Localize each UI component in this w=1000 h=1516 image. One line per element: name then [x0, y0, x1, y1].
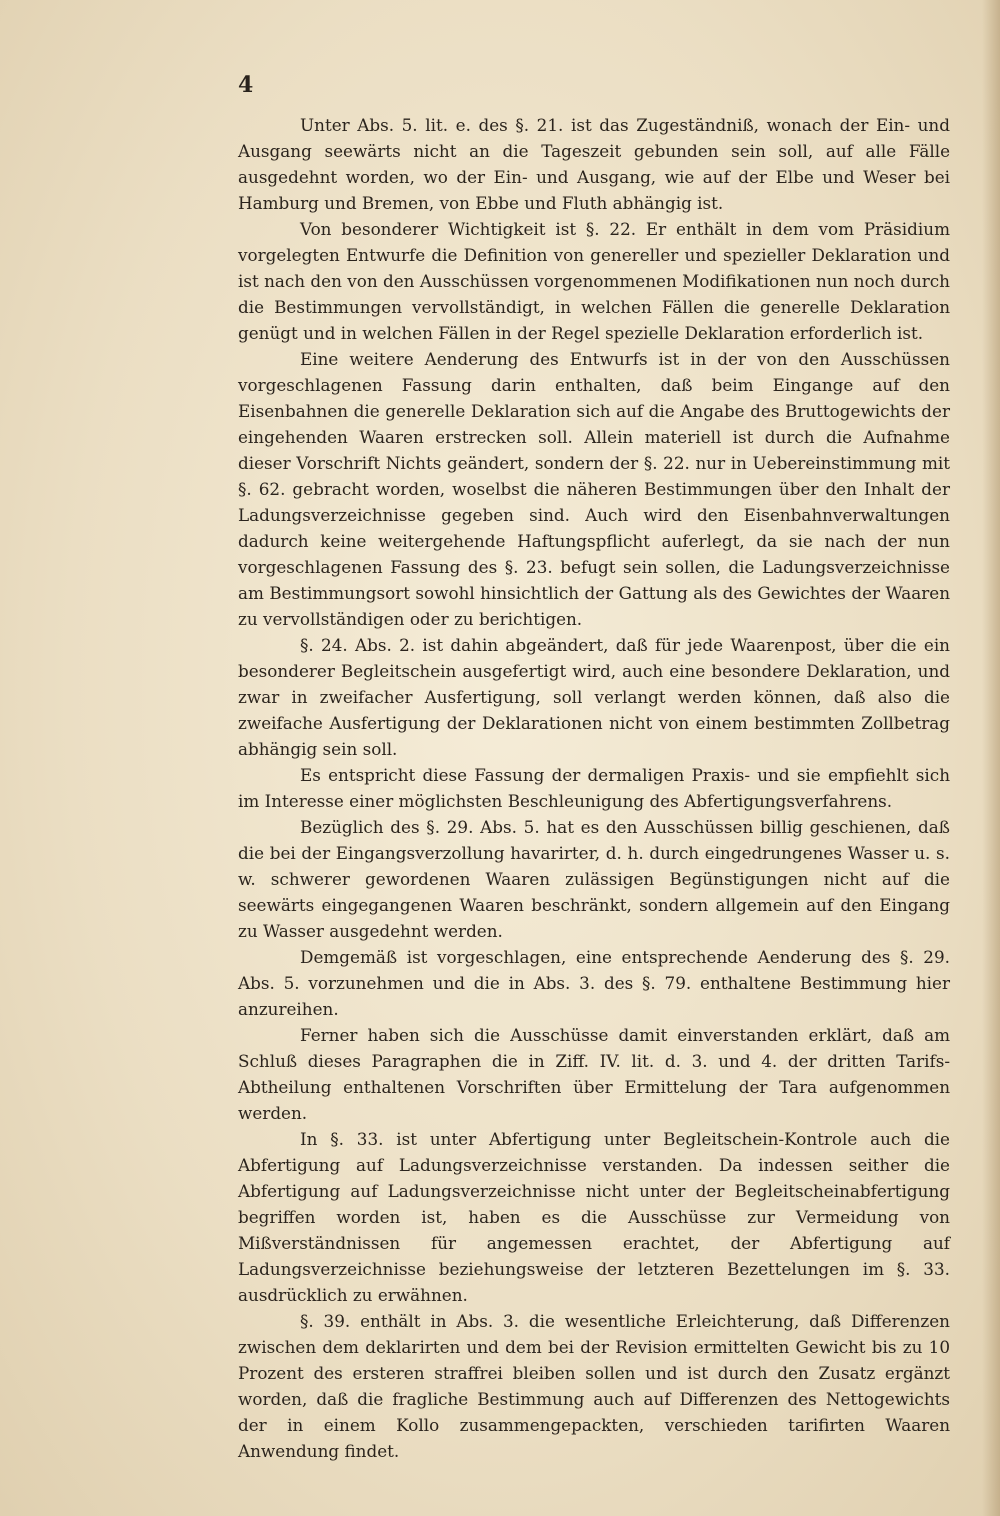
page-number: 4	[238, 72, 254, 98]
paragraph: Ferner haben sich die Ausschüsse damit einverstanden erklärt, daß am Schluß dieses Paragraphen die in Ziff. IV. lit. d. 3. und 4. der dritten Tarifs-Abtheilung enthaltenen Vorschriften über Ermittelung der Tara aufgenommen werden.	[238, 1025, 950, 1123]
paragraph: Eine weitere Aenderung des Entwurfs ist in der von den Ausschüssen vorgeschlagenen Fassung darin enthalten, daß beim Eingange auf den Eisenbahnen die generelle Deklaration sich auf die Angabe des Bruttogewichts der eingehenden Waaren erstrecken soll. Allein materiell ist durch die Aufnahme dieser Vorschrift Nichts geändert, sondern der §. 22. nur in Uebereinstimmung mit §. 62. gebracht worden, woselbst die näheren Bestimmungen über den Inhalt der Ladungsverzeichnisse gegeben sind. Auch wird den Eisenbahnverwaltungen dadurch keine weitergehende Haftungspflicht auferlegt, da sie nach der nun vorgeschlagenen Fassung des §. 23. befugt sein sollen, die Ladungsverzeichnisse am Bestimmungsort sowohl hinsichtlich der Gattung als des Gewichtes der Waaren zu vervollständigen oder zu berichtigen.	[238, 349, 950, 629]
paragraph: §. 39. enthält in Abs. 3. die wesentliche Erleichterung, daß Differenzen zwischen dem deklarirten und dem bei der Revision ermittelten Gewicht bis zu 10 Prozent des ersteren straffrei bleiben sollen und ist durch den Zusatz ergänzt worden, daß die fragliche Bestimmung auch auf Differenzen des Nettogewichts der in einem Kollo zusammengepackten, verschieden tarifirten Waaren Anwendung findet.	[238, 1311, 950, 1461]
page-edge-shadow	[982, 0, 1000, 1516]
paragraph: Es entspricht diese Fassung der dermaligen Praxis- und sie empfiehlt sich im Interesse einer möglichsten Beschleunigung des Abfertigungsverfahrens.	[238, 765, 950, 811]
paragraph: §. 24. Abs. 2. ist dahin abgeändert, daß für jede Waarenpost, über die ein besonderer Begleitschein ausgefertigt wird, auch eine besondere Deklaration, und zwar in zweifacher Ausfertigung, soll verlangt werden können, daß also die zweifache Ausfertigung der Deklarationen nicht von einem bestimmten Zollbetrag abhängig sein soll.	[238, 635, 950, 759]
body-text	[238, 112, 950, 1464]
paragraph: Demgemäß ist vorgeschlagen, eine entsprechende Aenderung des §. 29. Abs. 5. vorzunehmen und die in Abs. 3. des §. 79. enthaltene Bestimmung hier anzureihen.	[238, 947, 950, 1019]
paragraph: Unter Abs. 5. lit. e. des §. 21. ist das Zugeständniß, wonach der Ein- und Ausgang seewärts nicht an die Tageszeit gebunden sein soll, auf alle Fälle ausgedehnt worden, wo der Ein- und Ausgang, wie auf der Elbe und Weser bei Hamburg und Bremen, von Ebbe und Fluth abhängig ist.	[238, 115, 950, 213]
paragraph: Von besonderer Wichtigkeit ist §. 22. Er enthält in dem vom Präsidium vorgelegten Entwurfe die Definition von genereller und spezieller Deklaration und ist nach den von den Ausschüssen vorgenommenen Modifikationen nun noch durch die Bestimmungen vervollständigt, in welchen Fällen die generelle Deklaration genügt und in welchen Fällen in der Regel spezielle Deklaration erforderlich ist.	[238, 219, 950, 343]
paragraph: In §. 33. ist unter Abfertigung unter Begleitschein-Kontrole auch die Abfertigung auf Ladungsverzeichnisse verstanden. Da indessen seither die Abfertigung auf Ladungsverzeichnisse nicht unter der Begleitscheinabfertigung begriffen worden ist, haben es die Ausschüsse zur Vermeidung von Mißverständnissen für angemessen erachtet, der Abfertigung auf Ladungsverzeichnisse beziehungsweise der letzteren Bezettelungen im §. 33. ausdrücklich zu erwähnen.	[238, 1129, 950, 1305]
paragraph: Bezüglich des §. 29. Abs. 5. hat es den Ausschüssen billig geschienen, daß die bei der Eingangsverzollung havarirter, d. h. durch eingedrungenes Wasser u. s. w. schwerer gewordenen Waaren zulässigen Begünstigungen nicht auf die seewärts eingegangenen Waaren beschränkt, sondern allgemein auf den Eingang zu Wasser ausgedehnt werden.	[238, 817, 950, 941]
